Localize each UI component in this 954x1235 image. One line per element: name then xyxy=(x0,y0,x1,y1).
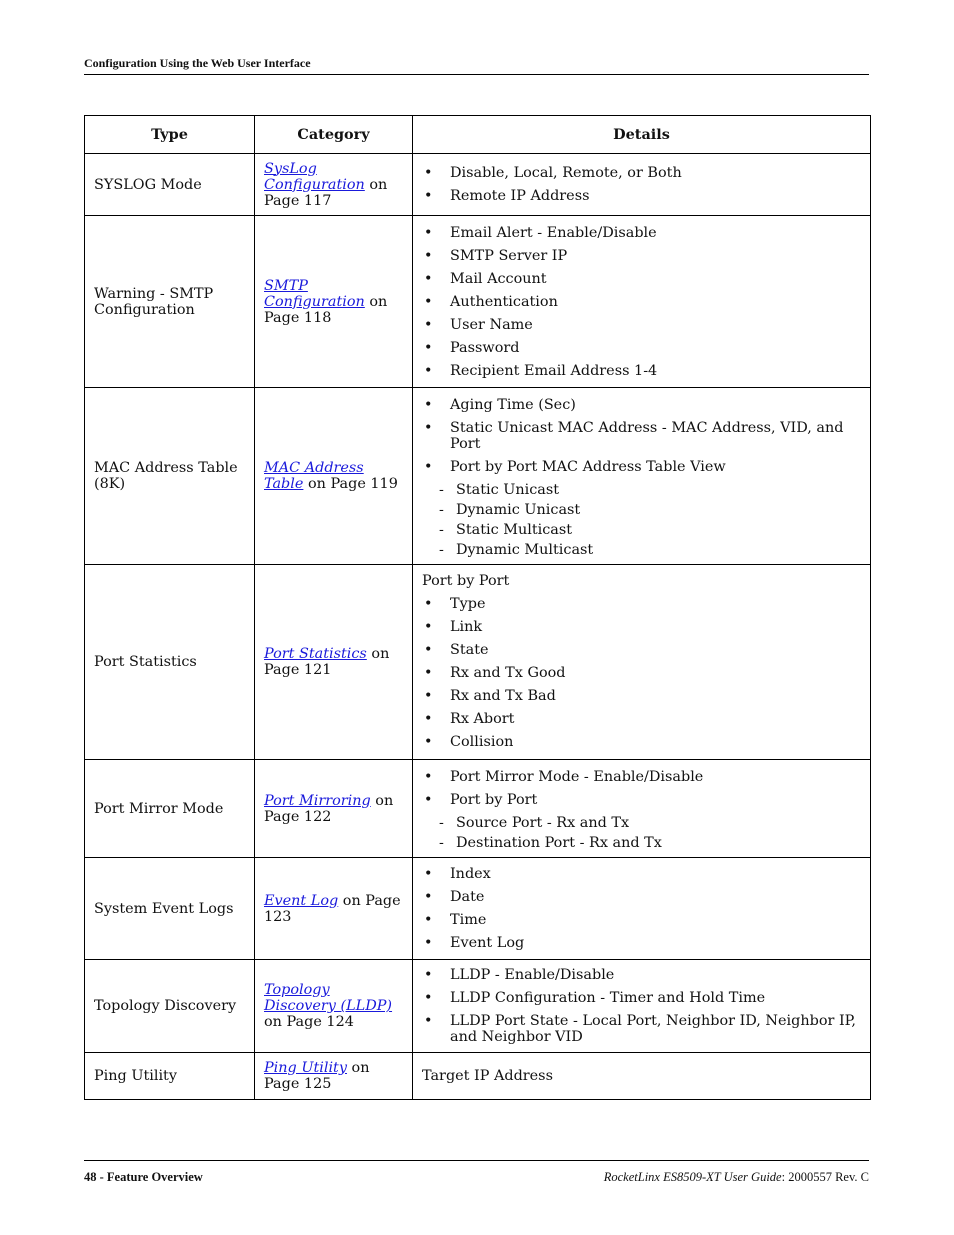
category-link[interactable]: Port Statistics xyxy=(264,646,367,662)
detail-bullet: • Type xyxy=(422,596,861,612)
column-header-category: Category xyxy=(255,116,413,154)
type-cell: SYSLOG Mode xyxy=(85,154,255,216)
column-header-type: Type xyxy=(85,116,255,154)
details-cell xyxy=(413,216,871,388)
category-link[interactable]: Topology Discovery (LLDP) xyxy=(264,982,393,1014)
detail-bullet: • Event Log xyxy=(422,935,861,951)
category-cell xyxy=(255,565,413,760)
category-link[interactable]: SysLog Configuration xyxy=(264,160,365,193)
category-link[interactable]: Ping Utility xyxy=(264,1060,347,1076)
detail-bullet: • Rx Abort xyxy=(422,711,861,727)
table-header-row xyxy=(85,116,871,154)
category-cell xyxy=(255,154,413,216)
details-cell xyxy=(413,960,871,1053)
detail-bullet: • LLDP - Enable/Disable xyxy=(422,967,861,983)
footer-doc-title: RocketLinx ES8509-XT User Guide xyxy=(603,1170,782,1184)
page-ref: on Page 122 xyxy=(264,792,394,825)
page-ref: on Page 125 xyxy=(264,1060,370,1092)
table-row xyxy=(85,216,871,388)
category-cell xyxy=(255,960,413,1053)
page-ref: on Page 124 xyxy=(264,1014,354,1030)
detail-bullet: • Recipient Email Address 1-4 xyxy=(422,363,861,379)
detail-bullet: • State xyxy=(422,642,861,658)
detail-bullet: • Authentication xyxy=(422,294,861,310)
detail-bullet: • Port by Port MAC Address Table View xyxy=(422,459,861,475)
detail-bullet: • Disable, Local, Remote, or Both xyxy=(422,165,861,181)
page-header xyxy=(84,56,869,75)
table-row xyxy=(85,1053,871,1100)
page-footer xyxy=(84,1160,869,1185)
detail-subitem: - Dynamic Multicast xyxy=(422,542,861,558)
details-cell xyxy=(413,760,871,858)
detail-bullet: • Time xyxy=(422,912,861,928)
detail-subitem: - Static Multicast xyxy=(422,522,861,538)
table-row xyxy=(85,154,871,216)
category-cell xyxy=(255,1053,413,1100)
type-cell: Port Mirror Mode xyxy=(85,760,255,858)
category-cell xyxy=(255,388,413,565)
page-ref: on Page 117 xyxy=(264,176,388,209)
category-link[interactable]: Port Mirroring xyxy=(264,792,371,809)
detail-bullet: • Rx and Tx Good xyxy=(422,665,861,681)
category-cell xyxy=(255,858,413,960)
detail-bullet: • Email Alert - Enable/Disable xyxy=(422,225,861,241)
detail-bullet: • User Name xyxy=(422,317,861,333)
detail-bullet: • LLDP Port State - Local Port, Neighbor ID, Neighbor IP, and Neighbor VID xyxy=(422,1013,861,1045)
detail-bullet: • Link xyxy=(422,619,861,635)
detail-bullet: • Index xyxy=(422,866,861,882)
details-cell xyxy=(413,388,871,565)
details-cell xyxy=(413,565,871,760)
detail-bullet: • Aging Time (Sec) xyxy=(422,397,861,413)
detail-bullet: • Mail Account xyxy=(422,271,861,287)
detail-bullet: • Password xyxy=(422,340,861,356)
page-ref: on Page 118 xyxy=(264,293,388,326)
type-cell: System Event Logs xyxy=(85,858,255,960)
details-cell xyxy=(413,858,871,960)
footer-page-label: 48 - Feature Overview xyxy=(84,1170,203,1184)
footer-doc-info xyxy=(604,1170,869,1185)
table-row xyxy=(85,388,871,565)
table-row xyxy=(85,960,871,1053)
detail-bullet: • Collision xyxy=(422,734,861,750)
details-cell xyxy=(413,1053,871,1100)
table-row xyxy=(85,565,871,760)
detail-bullet: • Remote IP Address xyxy=(422,188,861,204)
type-cell: Warning - SMTP Configuration xyxy=(85,216,255,388)
category-link[interactable]: MAC Address Table xyxy=(264,460,364,492)
page-ref: on Page 121 xyxy=(264,646,390,678)
header-title: Configuration Using the Web User Interface xyxy=(84,56,311,70)
detail-bullet: • Date xyxy=(422,889,861,905)
detail-subitem: - Destination Port - Rx and Tx xyxy=(422,835,861,851)
detail-bullet: • Static Unicast MAC Address - MAC Address, VID, and Port xyxy=(422,420,861,452)
detail-bullet: • Port by Port xyxy=(422,792,861,808)
type-cell: Ping Utility xyxy=(85,1053,255,1100)
detail-bullet: • Port Mirror Mode - Enable/Disable xyxy=(422,769,861,785)
detail-subitem: - Dynamic Unicast xyxy=(422,502,861,518)
detail-intro: Port by Port xyxy=(422,573,510,589)
category-link[interactable]: Event Log xyxy=(264,892,339,909)
detail-text: Target IP Address xyxy=(422,1068,553,1084)
type-cell: Port Statistics xyxy=(85,565,255,760)
page-ref: on Page 119 xyxy=(303,476,398,492)
footer-doc-rev: : 2000557 Rev. C xyxy=(781,1170,869,1184)
table-row xyxy=(85,858,871,960)
detail-bullet: • Rx and Tx Bad xyxy=(422,688,861,704)
detail-subitem: - Static Unicast xyxy=(422,482,861,498)
feature-table xyxy=(84,115,871,1100)
type-cell: Topology Discovery xyxy=(85,960,255,1053)
detail-bullet: • SMTP Server IP xyxy=(422,248,861,264)
type-cell: MAC Address Table (8K) xyxy=(85,388,255,565)
detail-bullet: • LLDP Configuration - Timer and Hold Time xyxy=(422,990,861,1006)
table-row xyxy=(85,760,871,858)
category-link[interactable]: SMTP Configuration xyxy=(264,277,365,310)
details-cell xyxy=(413,154,871,216)
category-cell xyxy=(255,760,413,858)
category-cell xyxy=(255,216,413,388)
detail-subitem: - Source Port - Rx and Tx xyxy=(422,815,861,831)
page-ref: on Page 123 xyxy=(264,892,401,925)
column-header-details: Details xyxy=(413,116,871,154)
